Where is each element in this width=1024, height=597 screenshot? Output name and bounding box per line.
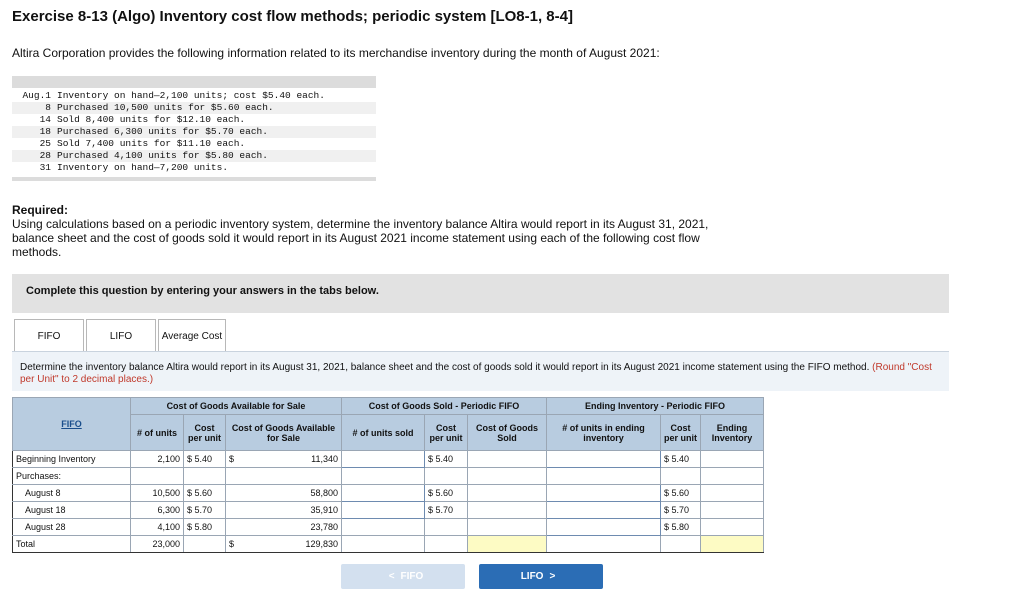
- ending-units-input[interactable]: [547, 519, 661, 536]
- next-tab-button[interactable]: [479, 564, 603, 589]
- page-title: Exercise 8-13 (Algo) Inventory cost flow methods; periodic system [LO8-1, 8-4]: [12, 8, 573, 25]
- col-header: # of units: [131, 415, 184, 451]
- cogas-cell: $ 129,830: [226, 536, 342, 553]
- end-cost-cell: $ 5.80: [661, 519, 701, 536]
- chevron-right-icon: >: [549, 571, 556, 582]
- cogas-cell: 23,780: [226, 519, 342, 536]
- cogas-cell: 58,800: [226, 485, 342, 502]
- cost-cell: $ 5.70: [184, 502, 226, 519]
- group-header-ending: Ending Inventory - Periodic FIFO: [547, 398, 764, 415]
- tab-fifo[interactable]: FIFO: [14, 319, 84, 352]
- list-top-bar: [12, 76, 376, 88]
- transaction-row: 28 Purchased 4,100 units for $5.80 each.: [12, 150, 376, 162]
- units-sold-input[interactable]: [342, 502, 425, 519]
- transaction-row: 25 Sold 7,400 units for $11.10 each.: [39, 138, 246, 149]
- col-header: # of units in ending inventory: [547, 415, 661, 451]
- units-cell: 2,100: [131, 451, 184, 468]
- cost-cell: $ 5.60: [184, 485, 226, 502]
- cogas-cell: 35,910: [226, 502, 342, 519]
- required-text: Using calculations based on a periodic inventory system, determine the inventory balance Altira would report in its August 31, 2021, balance sheet and the cost of goods sold it would report in its August 2021 income statement using each of the following cost flow methods.: [12, 217, 709, 259]
- cogs-total-cell[interactable]: [468, 536, 547, 553]
- end-cost-cell: $ 5.60: [661, 485, 701, 502]
- row-label: Purchases:: [13, 468, 131, 485]
- transaction-list: [12, 76, 376, 183]
- row-label: Total: [13, 536, 131, 553]
- ending-inventory-cell: [701, 502, 764, 519]
- fifo-header-link[interactable]: FIFO: [61, 419, 82, 429]
- sold-cost-cell: $ 5.70: [425, 502, 468, 519]
- sold-cost-cell: $ 5.40: [425, 451, 468, 468]
- ending-units-input[interactable]: [547, 485, 661, 502]
- table-row: [13, 468, 764, 485]
- prev-button-label: FIFO: [400, 571, 424, 582]
- row-label: August 18: [13, 502, 131, 519]
- units-cell: 4,100: [131, 519, 184, 536]
- units-sold-input[interactable]: [342, 485, 425, 502]
- transaction-row: 14 Sold 8,400 units for $12.10 each.: [39, 114, 246, 125]
- table-row: [13, 519, 764, 536]
- required-label: Required:: [12, 203, 69, 217]
- units-cell: 10,500: [131, 485, 184, 502]
- group-header-cogas: Cost of Goods Available for Sale: [131, 398, 342, 415]
- intro-text: Altira Corporation provides the following information related to its merchandise inventory during the month of August 2021:: [12, 46, 660, 60]
- instruction-box: [12, 351, 949, 391]
- units-sold-cell: [342, 519, 425, 536]
- cogs-cell: [468, 485, 547, 502]
- ending-units-input[interactable]: [547, 451, 661, 468]
- tab-average-cost[interactable]: Average Cost: [158, 319, 226, 352]
- prev-tab-button[interactable]: [341, 564, 465, 589]
- transaction-row: 31 Inventory on hand—7,200 units.: [39, 162, 229, 173]
- sold-cost-cell: $ 5.60: [425, 485, 468, 502]
- transaction-row: 18 Purchased 6,300 units for $5.70 each.: [12, 126, 376, 138]
- cogas-cell: $ 11,340: [226, 451, 342, 468]
- ending-inventory-cell: [701, 485, 764, 502]
- units-sold-input[interactable]: [342, 451, 425, 468]
- table-row-total: [13, 536, 764, 553]
- sold-cost-cell: [425, 519, 468, 536]
- col-header: Cost per unit: [661, 415, 701, 451]
- ending-inventory-total-cell[interactable]: [701, 536, 764, 553]
- col-header: # of units sold: [342, 415, 425, 451]
- units-cell: 23,000: [131, 536, 184, 553]
- ending-units-input[interactable]: [547, 502, 661, 519]
- complete-banner-text: Complete this question by entering your answers in the tabs below.: [26, 285, 379, 297]
- list-bottom-bar: [12, 177, 376, 181]
- corner-header: [13, 398, 131, 451]
- cost-cell: $ 5.40: [184, 451, 226, 468]
- row-label: August 28: [13, 519, 131, 536]
- cogs-cell: [468, 502, 547, 519]
- col-header: Cost of Goods Available for Sale: [226, 415, 342, 451]
- cost-cell: $ 5.80: [184, 519, 226, 536]
- col-header: Cost of Goods Sold: [468, 415, 547, 451]
- transaction-row: 8 Purchased 10,500 units for $5.60 each.: [12, 102, 376, 114]
- chevron-left-icon: <: [388, 571, 395, 582]
- ending-inventory-cell: [701, 519, 764, 536]
- complete-banner: [12, 274, 949, 313]
- units-cell: 6,300: [131, 502, 184, 519]
- group-header-cogs: Cost of Goods Sold - Periodic FIFO: [342, 398, 547, 415]
- cogs-cell: [468, 451, 547, 468]
- rounding-note: (Round "Cost per Unit" to 2 decimal places.): [20, 362, 932, 385]
- col-header: Ending Inventory: [701, 415, 764, 451]
- transaction-row: Aug.1 Inventory on hand—2,100 units; cost $5.40 each.: [22, 90, 325, 101]
- tab-lifo[interactable]: LIFO: [86, 319, 156, 352]
- required-section: [12, 203, 712, 259]
- table-row: [13, 502, 764, 519]
- end-cost-cell: $ 5.70: [661, 502, 701, 519]
- col-header: Cost per unit: [425, 415, 468, 451]
- table-row: [13, 485, 764, 502]
- ending-inventory-cell: [701, 451, 764, 468]
- row-label: Beginning Inventory: [13, 451, 131, 468]
- col-header: Cost per unit: [184, 415, 226, 451]
- instruction-text: Determine the inventory balance Altira would report in its August 31, 2021, balance sheet and the cost of goods sold it would report in its August 2021 income statement using the FIFO method.: [20, 362, 870, 373]
- table-row: [13, 451, 764, 468]
- cogs-cell: [468, 519, 547, 536]
- end-cost-cell: $ 5.40: [661, 451, 701, 468]
- next-button-label: LIFO: [520, 571, 544, 582]
- row-label: August 8: [13, 485, 131, 502]
- fifo-table: [12, 397, 764, 553]
